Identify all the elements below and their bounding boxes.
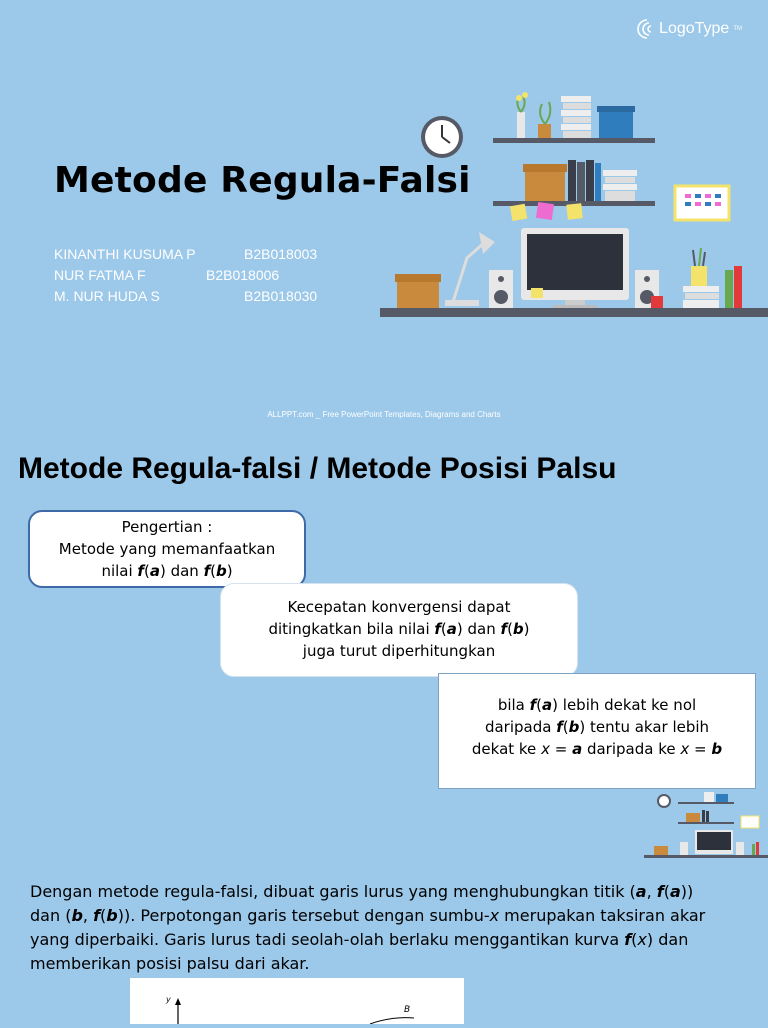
- logo: [637, 18, 742, 40]
- y-axis-label: y: [166, 995, 171, 1004]
- card1-line1: Pengertian :: [121, 518, 213, 536]
- logo-text: LogoType: [659, 20, 730, 37]
- author-name: M. NUR HUDA S: [54, 288, 160, 304]
- author-row: [54, 244, 317, 265]
- card3-line3: dekat ke x = a daripada ke x = b: [471, 740, 723, 758]
- shelf-top: [493, 138, 655, 143]
- clock-icon: [421, 116, 463, 158]
- author-id: B2B018030: [244, 288, 318, 304]
- closeness-card: [438, 673, 756, 789]
- slide1-title: Metode Regula-Falsi: [54, 160, 471, 201]
- y-axis-arrow: [175, 998, 181, 1005]
- author-row: [54, 265, 317, 286]
- card3-line1: bila f(a) lebih dekat ke nol: [497, 696, 697, 714]
- card1-line2: Metode yang memanfaatkan: [58, 540, 276, 558]
- small-office-illustration: [640, 786, 768, 860]
- office-illustration: [375, 90, 768, 322]
- author-id: B2B018003: [244, 246, 318, 262]
- author-row: [54, 286, 317, 307]
- slide2-title: Metode Regula-falsi / Metode Posisi Palsu: [18, 452, 617, 485]
- card1-line3: nilai f(a) dan f(b): [101, 562, 233, 580]
- graph-svg: [130, 978, 464, 1024]
- point-b-label: B: [404, 1005, 411, 1015]
- logo-tm: TM: [733, 26, 742, 32]
- regula-falsi-paragraph: Dengan metode regula-falsi, dibuat garis lurus yang menghubungkan titik (a, f(a)) dan (b, f(b)). Perpotongan garis tersebut dengan sumbu-x merupakan taksiran akar yang diperbaiki. Garis lurus tadi seolah-olah berlaku menggantikan kurva f(x) dan memberikan posisi palsu dari akar.: [30, 882, 706, 973]
- convergence-card: [220, 583, 578, 677]
- card2-line1: Kecepatan konvergensi dapat: [287, 598, 511, 616]
- card3-line2: daripada f(b) tentu akar lebih: [484, 718, 710, 736]
- curve: [370, 1018, 414, 1024]
- definition-card: [28, 510, 306, 588]
- logo-mark-icon: [637, 18, 655, 40]
- desk-shelf: [380, 308, 768, 317]
- author-name: KINANTHI KUSUMA P: [54, 246, 196, 262]
- regula-falsi-graph: [130, 978, 464, 1024]
- card2-line3: juga turut diperhitungkan: [302, 642, 496, 660]
- template-credit: ALLPPT.com _ Free PowerPoint Templates, Diagrams and Charts: [267, 410, 501, 419]
- author-id: B2B018006: [206, 267, 280, 283]
- card2-line2: ditingkatkan bila nilai f(a) dan f(b): [268, 620, 530, 638]
- author-name: NUR FATMA F: [54, 267, 146, 283]
- author-list: [54, 244, 317, 307]
